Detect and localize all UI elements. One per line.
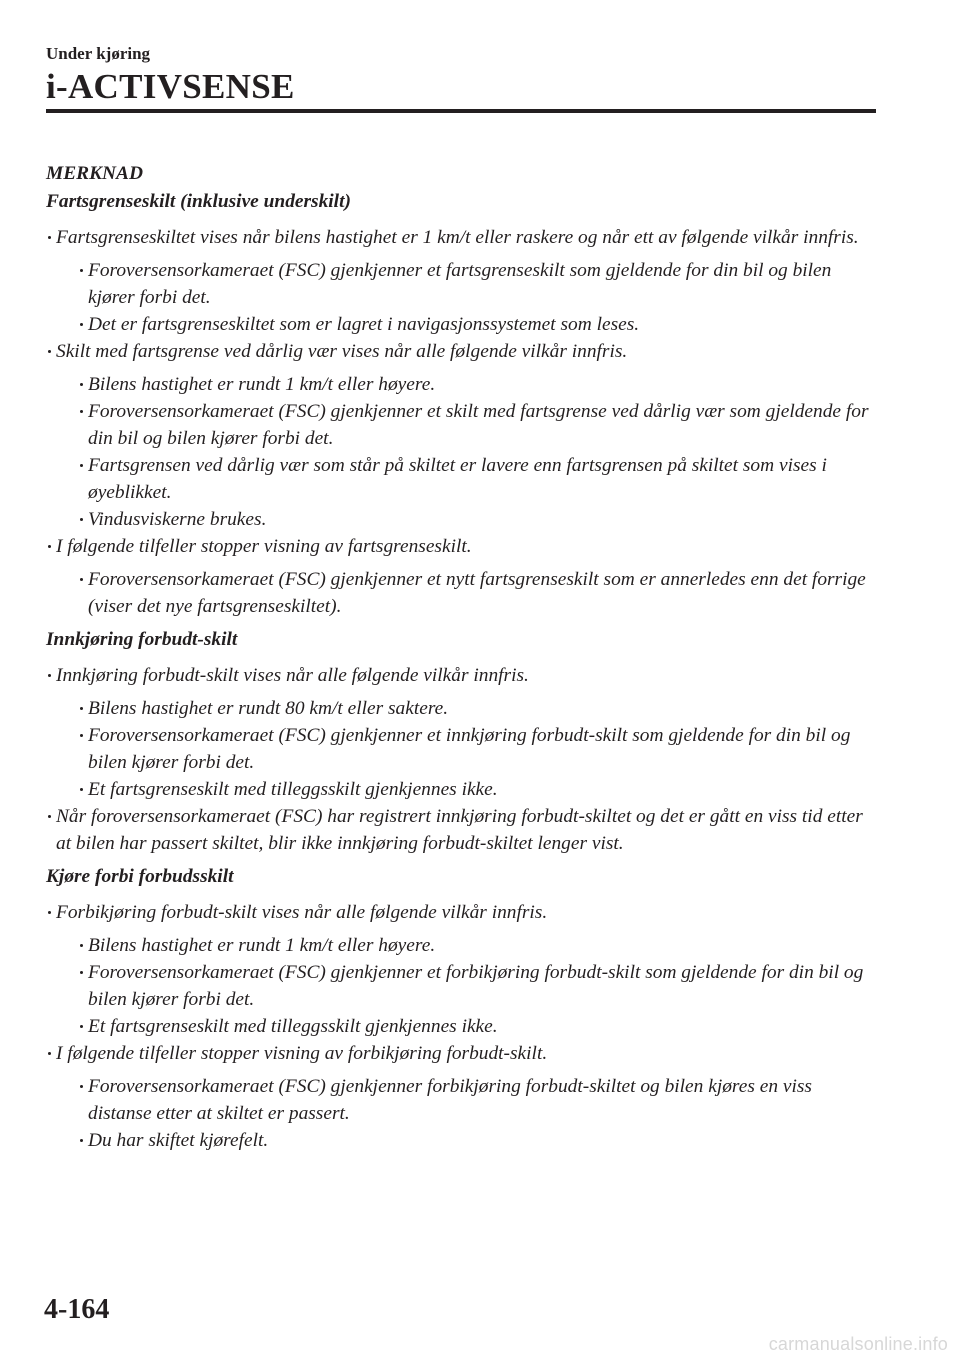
sub-list-item bbox=[78, 566, 878, 620]
sub-list-item-text: Et fartsgrenseskilt med tilleggsskilt gjenkjennes ikke. bbox=[88, 1016, 498, 1037]
sub-list-item-text: Et fartsgrenseskilt med tilleggsskilt gjenkjennes ikke. bbox=[88, 779, 498, 800]
bullet-icon bbox=[80, 464, 83, 467]
list-item-text: I følgende tilfeller stopper visning av fartsgrenseskilt. bbox=[56, 536, 472, 557]
sub-heading: Fartsgrenseskilt (inklusive underskilt) bbox=[46, 191, 351, 212]
sub-list-item-text: Du har skiftet kjørefelt. bbox=[88, 1130, 269, 1151]
page-header bbox=[46, 44, 295, 107]
list-item bbox=[46, 1040, 878, 1154]
bullet-icon bbox=[80, 1139, 83, 1142]
list-item-text: Skilt med fartsgrense ved dårlig vær vises når alle følgende vilkår innfris. bbox=[56, 341, 628, 362]
list-item-text: I følgende tilfeller stopper visning av forbikjøring forbudt-skilt. bbox=[56, 1043, 548, 1064]
sub-list-item bbox=[78, 257, 878, 311]
bullet-icon bbox=[80, 971, 83, 974]
sub-list-item bbox=[78, 959, 878, 1013]
list-item bbox=[46, 338, 878, 533]
sub-list-item bbox=[78, 1127, 878, 1154]
sub-bullet-list bbox=[56, 1073, 878, 1154]
list-item-text: Forbikjøring forbudt-skilt vises når alle følgende vilkår innfris. bbox=[56, 902, 548, 923]
sub-list-item-text: Foroversensorkameraet (FSC) gjenkjenner et skilt med fartsgrense ved dårlig vær som gjeldende for din bil og bilen kjører forbi det. bbox=[88, 401, 869, 449]
sub-bullet-list bbox=[56, 257, 878, 338]
sub-list-item-text: Fartsgrensen ved dårlig vær som står på skiltet er lavere enn fartsgrensen på skiltet som vises i øyeblikket. bbox=[88, 455, 827, 503]
bullet-icon bbox=[80, 734, 83, 737]
sub-list-item bbox=[78, 1013, 878, 1040]
list-item bbox=[46, 899, 878, 1040]
sub-list-item-text: Det er fartsgrenseskiltet som er lagret i navigasjonssystemet som leses. bbox=[88, 314, 640, 335]
bullet-icon bbox=[80, 383, 83, 386]
sub-list-item bbox=[78, 776, 878, 803]
bullet-icon bbox=[48, 911, 51, 914]
list-item bbox=[46, 803, 878, 857]
bullet-icon bbox=[80, 518, 83, 521]
sub-list-item bbox=[78, 722, 878, 776]
sub-list-item-text: Bilens hastighet er rundt 1 km/t eller høyere. bbox=[88, 935, 436, 956]
sub-list-item-text: Bilens hastighet er rundt 1 km/t eller høyere. bbox=[88, 374, 436, 395]
sub-list-item-text: Bilens hastighet er rundt 80 km/t eller saktere. bbox=[88, 698, 449, 719]
bullet-icon bbox=[80, 269, 83, 272]
note-content bbox=[46, 160, 878, 1154]
bullet-icon bbox=[80, 323, 83, 326]
bullet-icon bbox=[80, 944, 83, 947]
sub-list-item bbox=[78, 695, 878, 722]
sub-list-item bbox=[78, 371, 878, 398]
bullet-icon bbox=[48, 815, 51, 818]
list-item-text: Fartsgrenseskiltet vises når bilens hastighet er 1 km/t eller raskere og når ett av følgende vilkår innfris. bbox=[56, 227, 859, 248]
sub-list-item bbox=[78, 452, 878, 506]
sub-bullet-list bbox=[56, 932, 878, 1040]
bullet-list bbox=[46, 662, 878, 857]
page-number: 4-164 bbox=[44, 1294, 110, 1325]
bullet-icon bbox=[48, 545, 51, 548]
bullet-icon bbox=[80, 1085, 83, 1088]
bullet-icon bbox=[48, 674, 51, 677]
list-item bbox=[46, 224, 878, 338]
sub-list-item-text: Foroversensorkameraet (FSC) gjenkjenner forbikjøring forbudt-skiltet og bilen kjøres en viss distanse etter at skiltet er passert. bbox=[88, 1076, 812, 1124]
sub-list-item-text: Foroversensorkameraet (FSC) gjenkjenner et forbikjøring forbudt-skilt som gjeldende for din bil og bilen kjører forbi det. bbox=[88, 962, 864, 1010]
bullet-icon bbox=[80, 788, 83, 791]
chapter-title: i-ACTIVSENSE bbox=[46, 67, 295, 106]
sub-list-item bbox=[78, 311, 878, 338]
watermark: carmanualsonline.info bbox=[768, 1334, 948, 1354]
bullet-icon bbox=[80, 1025, 83, 1028]
list-item-text: Innkjøring forbudt-skilt vises når alle følgende vilkår innfris. bbox=[56, 665, 529, 686]
bullet-icon bbox=[48, 350, 51, 353]
list-item bbox=[46, 662, 878, 803]
bullet-icon bbox=[80, 707, 83, 710]
header-rule bbox=[46, 109, 876, 113]
bullet-list bbox=[46, 224, 878, 620]
sub-list-item bbox=[78, 506, 878, 533]
bullet-icon bbox=[80, 410, 83, 413]
bullet-icon bbox=[48, 236, 51, 239]
note-label: MERKNAD bbox=[46, 163, 143, 184]
bullet-icon bbox=[48, 1052, 51, 1055]
sub-list-item-text: Vindusviskerne brukes. bbox=[88, 509, 267, 530]
sub-list-item-text: Foroversensorkameraet (FSC) gjenkjenner et nytt fartsgrenseskilt som er annerledes enn det forrige (viser det nye fartsgrenseskiltet). bbox=[88, 569, 866, 617]
sub-list-item bbox=[78, 398, 878, 452]
list-item-text: Når foroversensorkameraet (FSC) har registrert innkjøring forbudt-skiltet og det er gått en viss tid etter at bilen har passert skiltet, blir ikke innkjøring forbudt-skiltet lenger vist. bbox=[56, 806, 863, 854]
sub-heading: Kjøre forbi forbudsskilt bbox=[46, 866, 234, 887]
bullet-icon bbox=[80, 578, 83, 581]
sub-list-item bbox=[78, 932, 878, 959]
bullet-list bbox=[46, 899, 878, 1154]
sub-heading: Innkjøring forbudt-skilt bbox=[46, 629, 238, 650]
section-label: Under kjøring bbox=[46, 44, 151, 63]
sub-list-item-text: Foroversensorkameraet (FSC) gjenkjenner et innkjøring forbudt-skilt som gjeldende for din bil og bilen kjører forbi det. bbox=[88, 725, 851, 773]
sub-bullet-list bbox=[56, 566, 878, 620]
list-item bbox=[46, 533, 878, 620]
sub-bullet-list bbox=[56, 695, 878, 803]
sub-bullet-list bbox=[56, 371, 878, 533]
sub-list-item-text: Foroversensorkameraet (FSC) gjenkjenner et fartsgrenseskilt som gjeldende for din bil og bilen kjører forbi det. bbox=[88, 260, 832, 308]
sub-list-item bbox=[78, 1073, 878, 1127]
